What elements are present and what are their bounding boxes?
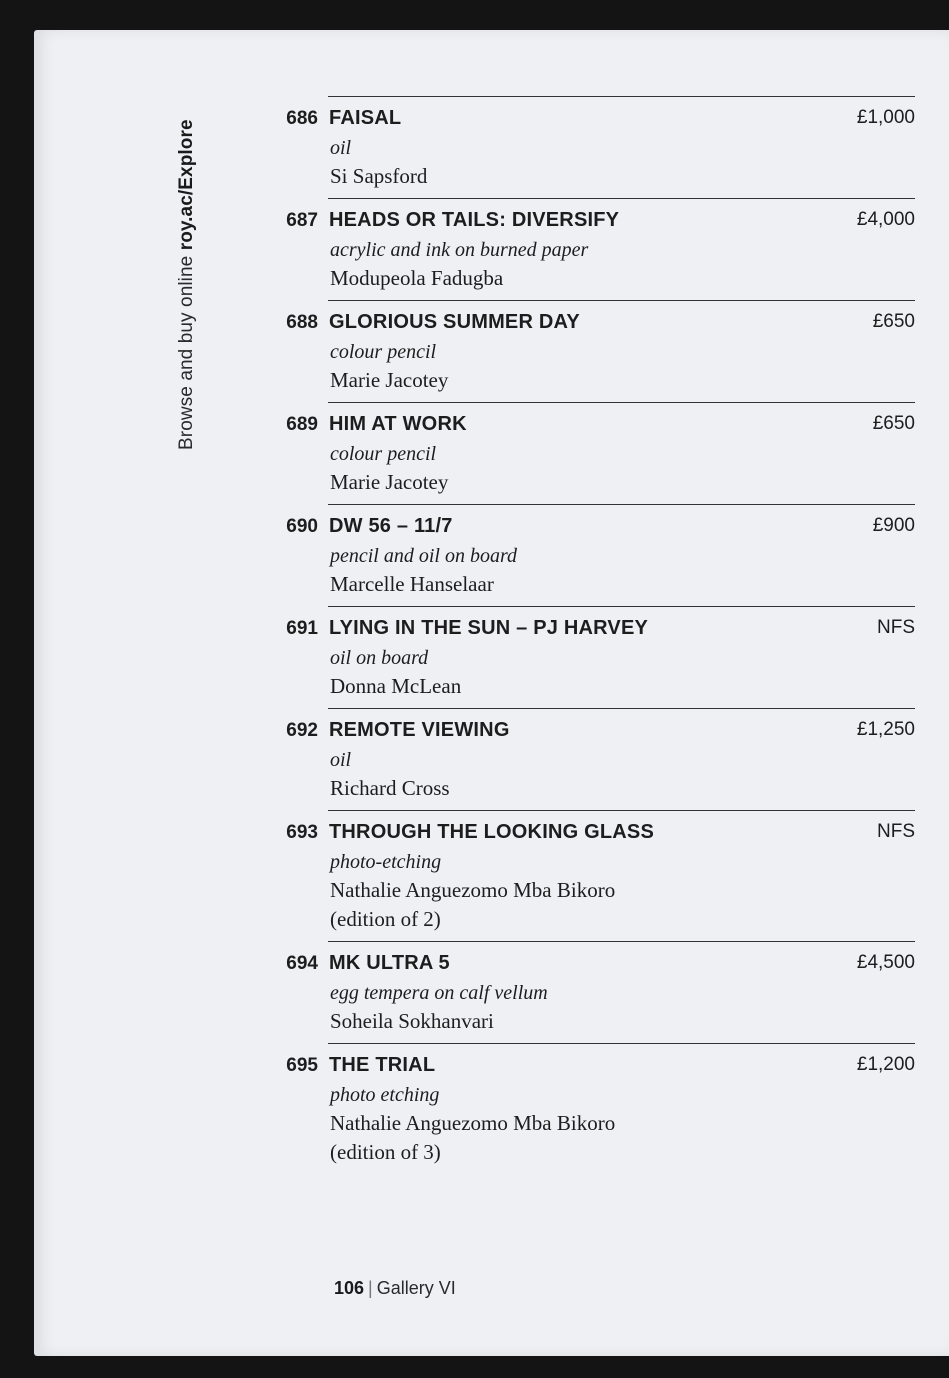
- entry-price: £4,000: [856, 209, 915, 230]
- browse-online-label: [176, 119, 198, 450]
- gallery-section: Gallery VI: [376, 1278, 456, 1298]
- entry-divider: [328, 504, 915, 505]
- entry-number: 691: [286, 618, 318, 639]
- entry-divider: [328, 606, 915, 607]
- entry-number: 692: [286, 720, 318, 741]
- entry-divider: [328, 708, 915, 709]
- entry-number: 693: [286, 822, 318, 843]
- entry-medium: pencil and oil on board: [330, 545, 518, 567]
- entry-divider: [328, 198, 915, 199]
- entry-price: £1,200: [856, 1054, 915, 1075]
- entry-price: £1,250: [856, 719, 915, 740]
- page-footer: [334, 1278, 456, 1299]
- entry-artist: Soheila Sokhanvari: [330, 1009, 494, 1033]
- entry-edition: (edition of 3): [330, 1140, 441, 1164]
- entry-number: 689: [286, 414, 318, 435]
- entry-divider: [328, 810, 915, 811]
- entry-medium: acrylic and ink on burned paper: [330, 239, 589, 261]
- entry-artist: Nathalie Anguezomo Mba Bikoro: [330, 878, 616, 902]
- entry-title: MK ULTRA 5: [329, 952, 450, 974]
- entry-title: HEADS OR TAILS: DIVERSIFY: [329, 209, 620, 231]
- entry-title: THROUGH THE LOOKING GLASS: [329, 821, 654, 843]
- entry-title: DW 56 – 11/7: [329, 515, 453, 537]
- entry-medium: photo-etching: [330, 851, 442, 873]
- entry-artist: Modupeola Fadugba: [330, 266, 504, 290]
- entry-number: 695: [286, 1055, 318, 1076]
- page-number: 106: [334, 1278, 365, 1298]
- entry-artist: Marcelle Hanselaar: [330, 572, 494, 596]
- entry-title: LYING IN THE SUN – PJ HARVEY: [329, 617, 649, 639]
- entry-artist: Richard Cross: [330, 776, 450, 800]
- entry-number: 686: [286, 108, 318, 129]
- entry-title: FAISAL: [329, 107, 402, 129]
- entry-divider: [328, 96, 915, 97]
- entry-artist: Nathalie Anguezomo Mba Bikoro: [330, 1111, 616, 1135]
- entry-number: 690: [286, 516, 318, 537]
- entry-title: GLORIOUS SUMMER DAY: [329, 311, 580, 333]
- entry-medium: colour pencil: [330, 443, 437, 465]
- entry-number: 688: [286, 312, 318, 333]
- entry-artist: Marie Jacotey: [330, 368, 449, 392]
- entry-artist: Marie Jacotey: [330, 470, 449, 494]
- entry-divider: [328, 402, 915, 403]
- entry-artist: Si Sapsford: [330, 164, 428, 188]
- entry-artist: Donna McLean: [330, 674, 462, 698]
- entry-title: REMOTE VIEWING: [329, 719, 510, 741]
- entry-edition: (edition of 2): [330, 907, 441, 931]
- browse-online-text: Browse and buy online: [176, 250, 197, 450]
- entry-medium: oil: [330, 137, 352, 159]
- entry-number: 694: [286, 953, 318, 974]
- entry-price: £1,000: [856, 107, 915, 128]
- entry-divider: [328, 300, 915, 301]
- entry-price: £4,500: [856, 952, 915, 973]
- entry-title: HIM AT WORK: [329, 413, 467, 435]
- entry-price: NFS: [877, 821, 915, 842]
- entry-price: £650: [872, 311, 915, 332]
- footer-separator: |: [368, 1278, 373, 1298]
- entry-medium: oil: [330, 749, 352, 771]
- explore-link[interactable]: roy.ac/Explore: [176, 119, 197, 251]
- entry-price: NFS: [877, 617, 915, 638]
- entry-divider: [328, 1043, 915, 1044]
- entry-title: THE TRIAL: [329, 1054, 436, 1076]
- entry-divider: [328, 941, 915, 942]
- entry-price: £650: [872, 413, 915, 434]
- entry-medium: oil on board: [330, 647, 429, 669]
- entry-medium: egg tempera on calf vellum: [330, 982, 548, 1004]
- entry-price: £900: [872, 515, 915, 536]
- entry-medium: colour pencil: [330, 341, 437, 363]
- entry-medium: photo etching: [330, 1084, 440, 1106]
- entry-number: 687: [286, 210, 318, 231]
